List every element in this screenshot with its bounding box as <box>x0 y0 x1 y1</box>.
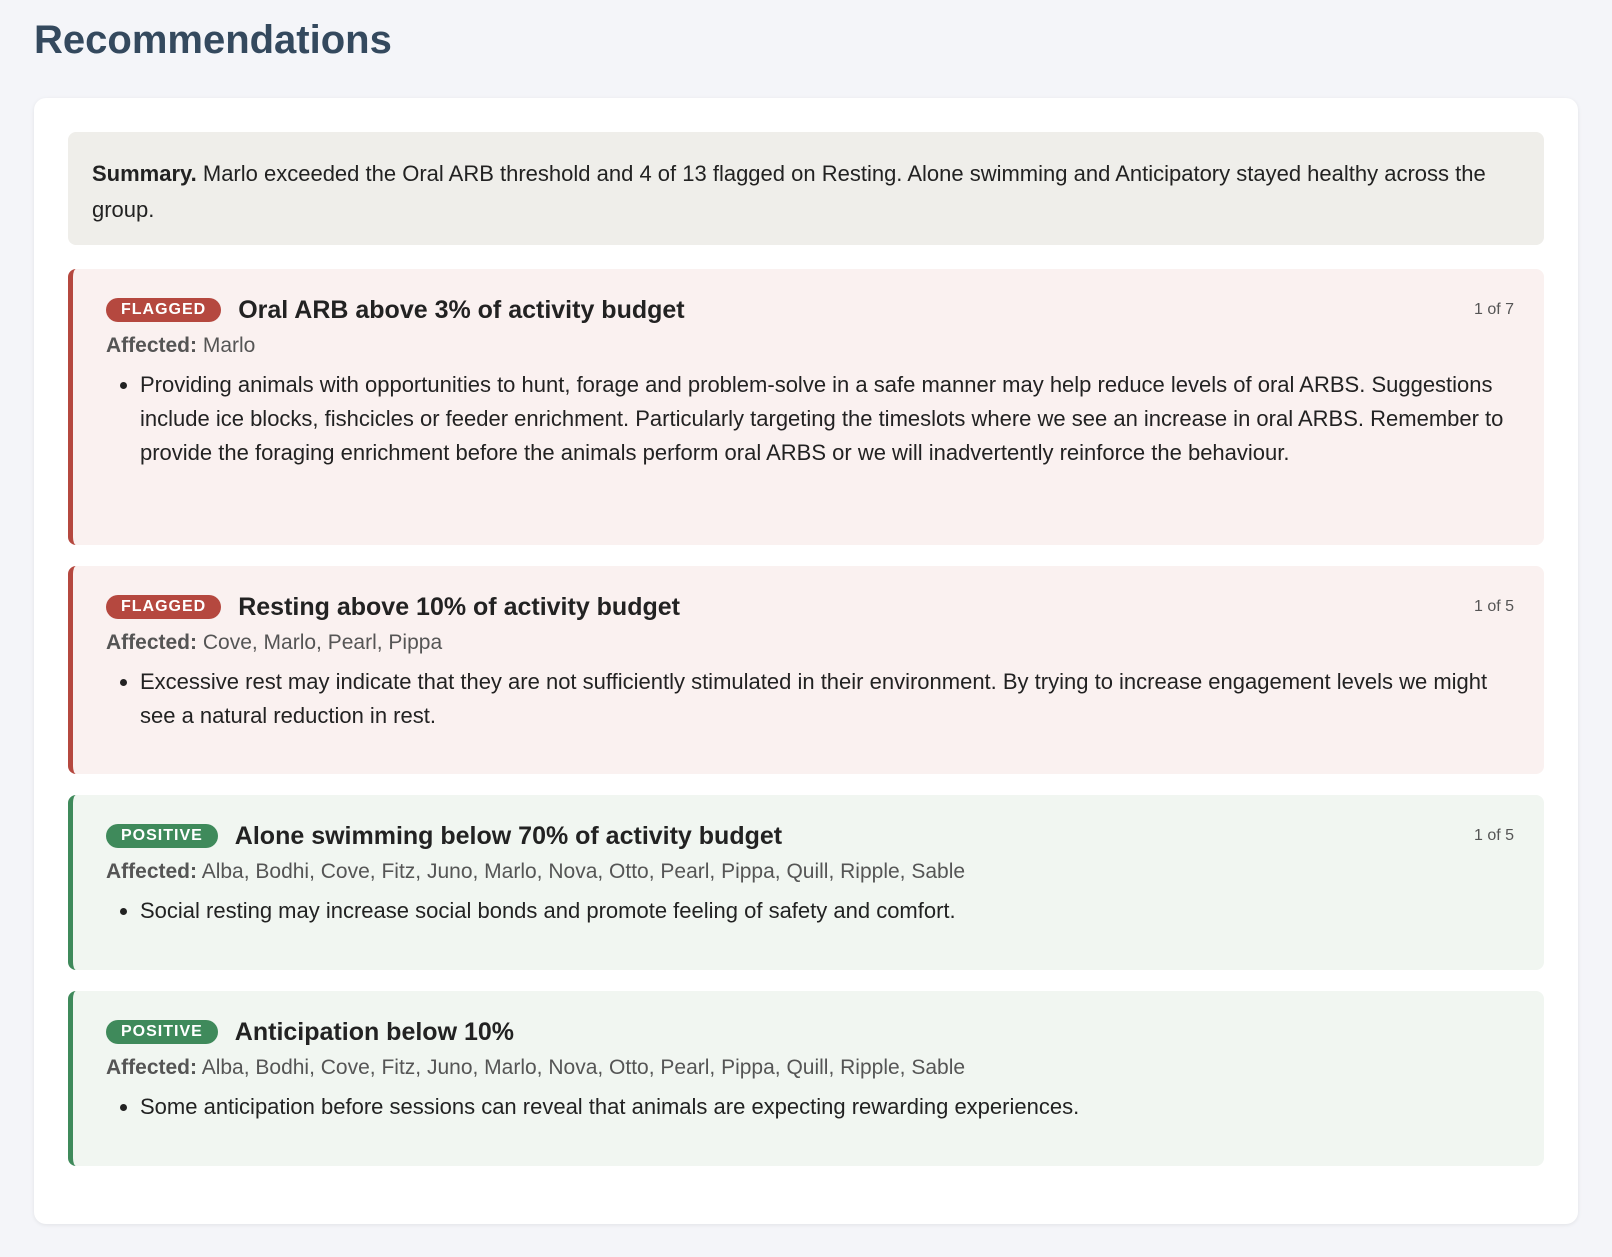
affected-names: Alba, Bodhi, Cove, Fitz, Juno, Marlo, Nova, Otto, Pearl, Pippa, Quill, Ripple, Sable <box>197 1056 966 1079</box>
affected-label: Affected: <box>106 860 198 883</box>
status-badge: POSITIVE <box>106 1020 218 1044</box>
affected-names: Marlo <box>197 334 256 357</box>
recommendation-title: Resting above 10% of activity budget <box>238 592 680 621</box>
list-item: • Providing animals with opportunities to hunt, forage and problem-solve in a safe manner may help reduce levels of oral ARBS. Suggestions include ice blocks, fishcicles or feeder enrichment. Particularly targeting the timeslots where we see an increase in oral ARBS. Remember to provide the foraging enrichment before the animals perform oral ARBS or we will inadvertently reinforce the behaviour. <box>140 368 1514 470</box>
list-item: • Social resting may increase social bonds and promote feeling of safety and comfort. <box>140 894 1514 928</box>
recommendation-count: 1 of 5 <box>1473 598 1514 615</box>
summary-box <box>68 132 1544 245</box>
recommendation-header <box>106 1015 1514 1049</box>
recommendation-list <box>106 665 1514 733</box>
recommendations-panel <box>34 98 1578 1224</box>
page-title: Recommendations <box>34 18 392 62</box>
recommendation-header <box>106 590 1514 624</box>
recommendation-title: Oral ARB above 3% of activity budget <box>238 295 685 324</box>
recommendation-header <box>106 819 1514 853</box>
recommendation-card <box>68 795 1544 970</box>
affected-label: Affected: <box>106 631 198 654</box>
recommendation-count: 1 of 7 <box>1473 301 1514 318</box>
summary-label: Summary. <box>92 161 197 186</box>
recommendation-card <box>68 269 1544 545</box>
affected-label: Affected: <box>106 1056 198 1079</box>
affected-names: Cove, Marlo, Pearl, Pippa <box>197 631 443 654</box>
recommendation-card <box>68 991 1544 1166</box>
status-badge: POSITIVE <box>106 824 218 848</box>
affected-names: Alba, Bodhi, Cove, Fitz, Juno, Marlo, Nova, Otto, Pearl, Pippa, Quill, Ripple, Sable <box>197 860 966 883</box>
recommendation-header <box>106 293 1514 327</box>
affected-line <box>106 858 1514 886</box>
affected-line <box>106 332 1514 360</box>
affected-label: Affected: <box>106 334 198 357</box>
recommendation-list <box>106 894 1514 928</box>
recommendation-card <box>68 566 1544 774</box>
recommendation-list <box>106 368 1514 470</box>
recommendation-list <box>106 1090 1514 1124</box>
status-badge: FLAGGED <box>106 298 221 322</box>
affected-line <box>106 629 1514 657</box>
status-badge: FLAGGED <box>106 595 221 619</box>
affected-line <box>106 1054 1514 1082</box>
recommendation-title: Anticipation below 10% <box>234 1017 514 1046</box>
recommendation-title: Alone swimming below 70% of activity budget <box>234 821 783 850</box>
recommendation-count: 1 of 5 <box>1473 827 1514 844</box>
summary-text: Marlo exceeded the Oral ARB threshold and 4 of 13 flagged on Resting. Alone swimming and Anticipatory stayed healthy across the group. <box>92 161 1486 222</box>
list-item: • Some anticipation before sessions can reveal that animals are expecting rewarding experiences. <box>140 1090 1514 1124</box>
list-item: • Excessive rest may indicate that they are not sufficiently stimulated in their environment. By trying to increase engagement levels we might see a natural reduction in rest. <box>140 665 1514 733</box>
